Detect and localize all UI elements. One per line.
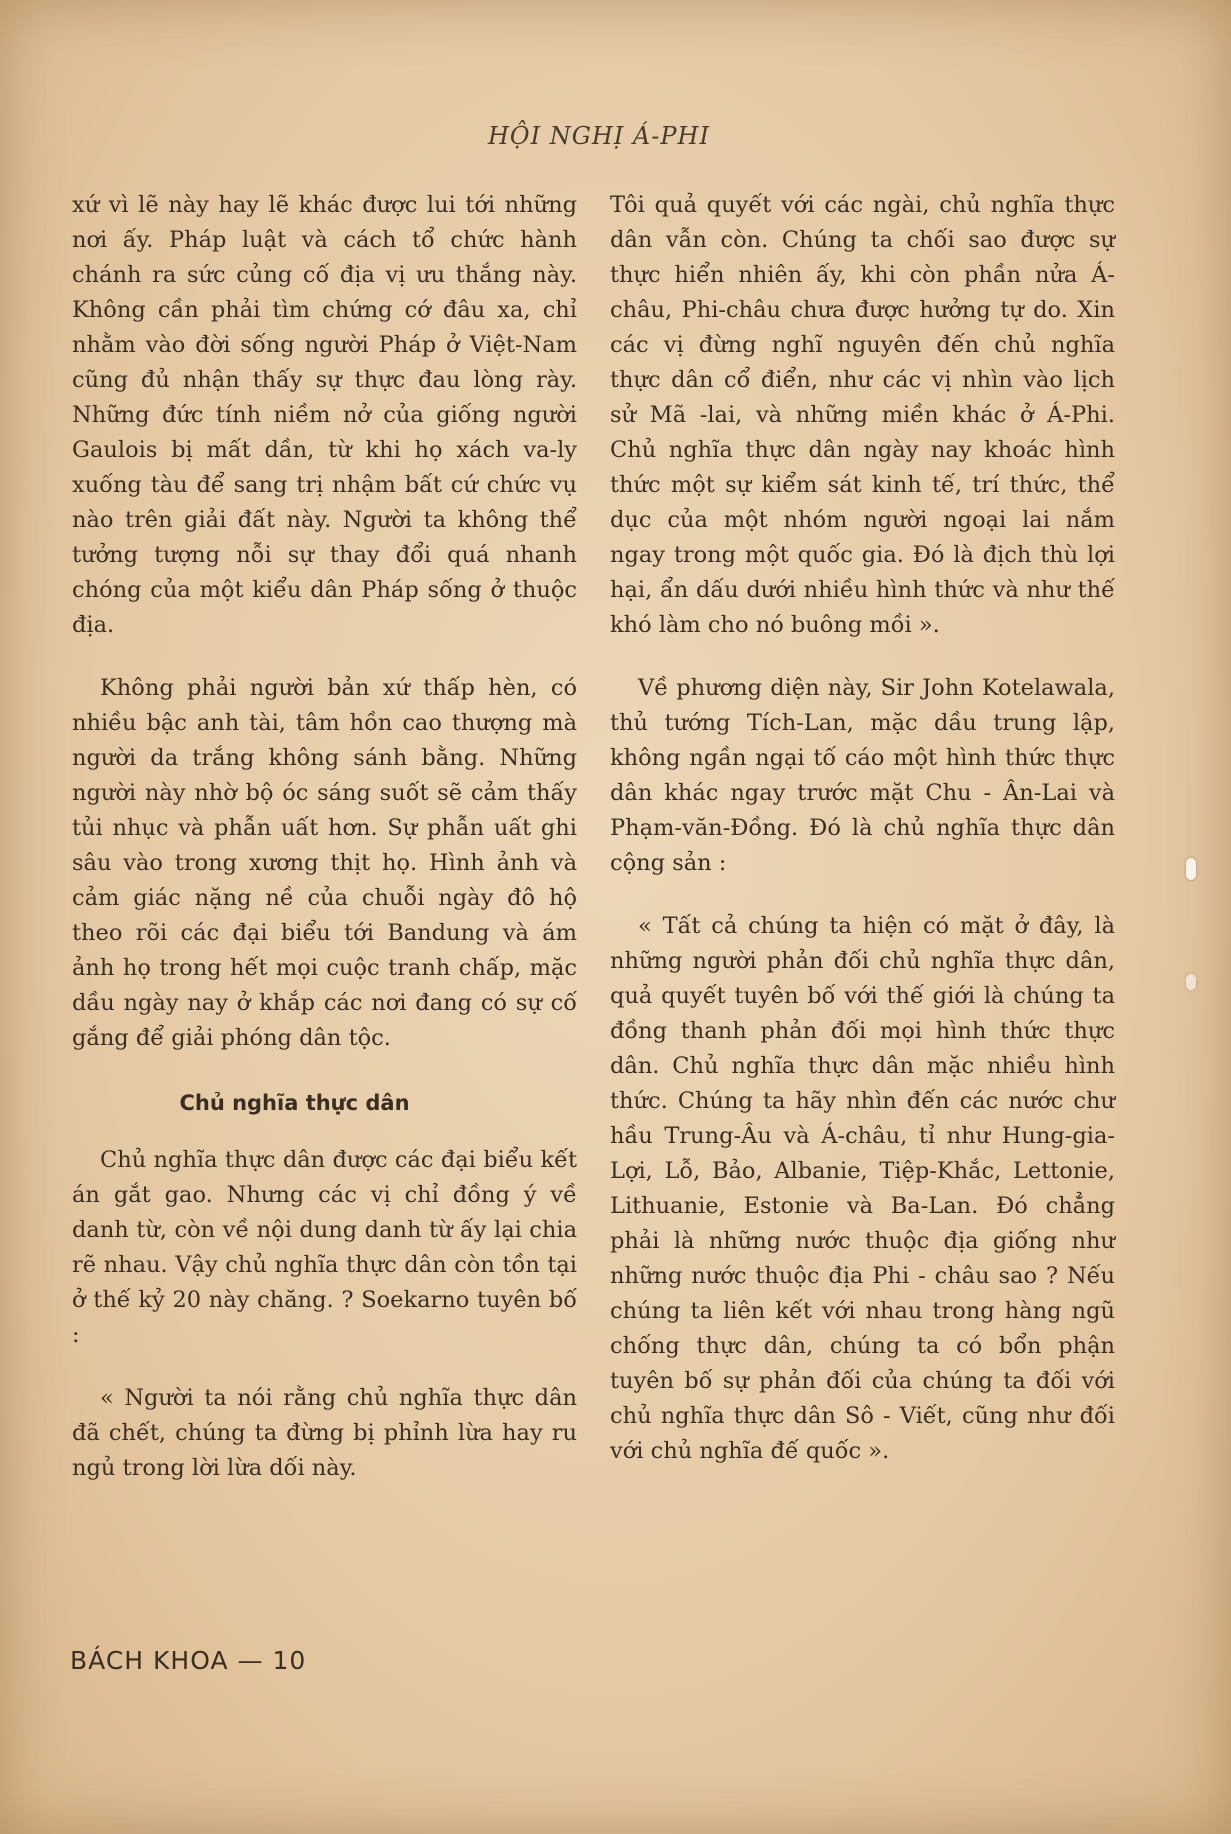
- paragraph-continued: xứ vì lẽ này hay lẽ khác được lui tới những nơi ấy. Pháp luật và cách tổ chức hành chánh ra sức củng cố địa vị ưu thắng này. Không cần phải tìm chứng cớ đâu xa, chỉ nhằm vào đời sống người Pháp ở Việt-Nam cũng đủ nhận thấy sự thực đau lòng rày. Những đức tính niềm nở của giống người Gaulois bị mất dần, từ khi họ xách va-ly xuống tàu để sang trị nhậm bất cứ chức vụ nào trên giải đất này. Người ta không thể tưởng tượng nỗi sự thay đổi quá nhanh chóng của một kiểu dân Pháp sống ở thuộc địa.: [72, 192, 577, 638]
- quote-paragraph: « Tất cả chúng ta hiện có mặt ở đây, là những người phản đối chủ nghĩa thực dân, quả quyết tuyên bố với thế giới là chúng ta đồng thanh phản đối mọi hình thức thực dân. Chủ nghĩa thực dân mặc nhiều hình thức. Chúng ta hãy nhìn đến các nước chư hầu Trung-Âu và Á-châu, tỉ như Hung-gia-Lợi, Lỗ, Bảo, Albanie, Tiệp-Khắc, Lettonie, Lithuanie, Estonie và Ba-Lan. Đó chẳng phải là những nước thuộc địa giống như những nước thuộc địa Phi - châu sao ? Nếu chúng ta liên kết với nhau trong hàng ngũ chống thực dân, chúng ta có bổn phận tuyên bố sự phản đối của chúng ta đối với chủ nghĩa thực dân Sô - Viết, cũng như đối với chủ nghĩa đế quốc ».: [610, 913, 1115, 1464]
- quote-paragraph-continued: Tôi quả quyết với các ngài, chủ nghĩa thực dân vẫn còn. Chúng ta chối sao được sự thực hiển nhiên ấy, khi còn phần nửa Á-châu, Phi-châu chưa được hưởng tự do. Xin các vị đừng nghĩ nguyên đến chủ nghĩa thực dân cổ điển, như các vị nhìn vào lịch sử Mã -lai, và những miền khác ở Á-Phi. Chủ nghĩa thực dân ngày nay khoác hình thức một sự kiểm sát kinh tế, trí thức, thể dục của một nhóm người ngoại lai nắm ngay trong một quốc gia. Đó là địch thù lợi hại, ẩn dấu dưới nhiều hình thức và như thế khó làm cho nó buông mồi ».: [610, 192, 1115, 638]
- section-heading: Chủ nghĩa thực dân: [179, 1091, 410, 1115]
- left-column: [72, 188, 577, 1486]
- paragraph: Chủ nghĩa thực dân được các đại biểu kết án gắt gao. Nhưng các vị chỉ đồng ý về danh từ, còn về nội dung danh từ ấy lại chia rẽ nhau. Vậy chủ nghĩa thực dân còn tồn tại ở thế kỷ 20 này chăng. ? Soekarno tuyên bố :: [72, 1147, 577, 1348]
- paragraph: Về phương diện này, Sir John Kotelawala, thủ tướng Tích-Lan, mặc dầu trung lập, không ngần ngại tố cáo một hình thức thực dân khác ngay trước mặt Chu - Ân-Lai và Phạm-văn-Đồng. Đó là chủ nghĩa thực dân cộng sản :: [610, 675, 1115, 876]
- binding-hole: [1186, 858, 1196, 880]
- page-footer: BÁCH KHOA — 10: [70, 1646, 307, 1675]
- paragraph: Không phải người bản xứ thấp hèn, có nhiều bậc anh tài, tâm hồn cao thượng mà người da trắng không sánh bằng. Những người này nhờ bộ óc sáng suốt sẽ cảm thấy tủi nhục và phẫn uất hơn. Sự phẫn uất ghi sâu vào trong xương thịt họ. Hình ảnh và cảm giác nặng nề của chuỗi ngày đô hộ theo rõi các đại biểu tới Bandung và ám ảnh họ trong hết mọi cuộc tranh chấp, mặc dầu ngày nay ở khắp các nơi đang có sự cố gắng để giải phóng dân tộc.: [72, 675, 577, 1051]
- running-head-title: HỘI NGHỊ Á-PHI: [488, 122, 710, 150]
- binding-hole: [1186, 974, 1196, 990]
- right-column: [610, 188, 1115, 1469]
- quote-paragraph: « Người ta nói rằng chủ nghĩa thực dân đã chết, chúng ta đừng bị phỉnh lừa hay ru ngủ trong lời lừa dối này.: [72, 1385, 577, 1481]
